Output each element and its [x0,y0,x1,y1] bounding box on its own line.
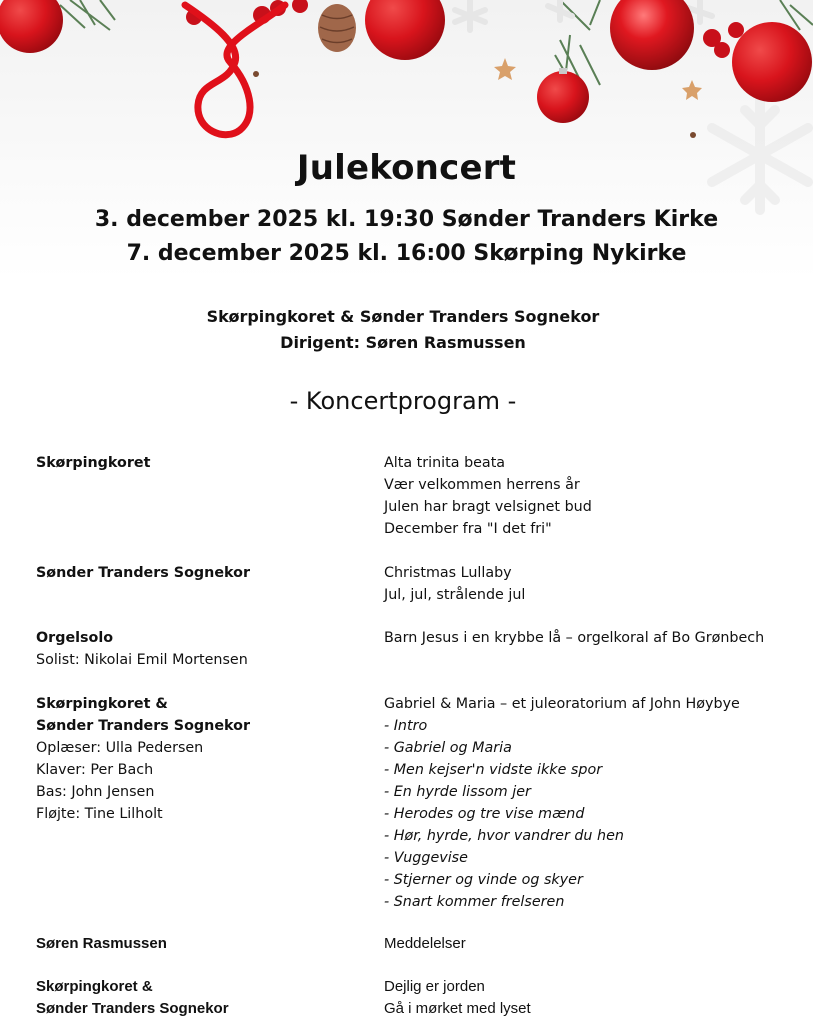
performer-column [36,976,366,1020]
movement-title: - Men kejser'n vidste ikke spor [384,762,603,778]
pine-cone-icon [318,4,356,52]
piece-title: Julen har bragt velsignet bud [384,499,592,515]
ornament-icon [537,71,589,123]
program-title: - Koncertprogram - [289,387,517,415]
pieces-column [384,693,804,913]
performer-column [36,452,366,474]
performer-name: Sønder Tranders Sognekor [36,1000,229,1017]
performer-detail: Klaver: Per Bach [36,762,154,778]
movement-title: - En hyrde lissom jer [384,784,531,800]
piece-title: Meddelelser [384,935,466,952]
performer-name: Sønder Tranders Sognekor [36,565,251,581]
pieces-column [384,627,804,649]
performer-name: Søren Rasmussen [36,935,167,952]
movement-title: - Stjerner og vinde og skyer [384,872,583,888]
movement-title: - Vuggevise [384,850,468,866]
piece-title: Gå i mørket med lyset [384,1000,531,1017]
conductor-heading: Dirigent: Søren Rasmussen [280,333,526,352]
performer-name: Orgelsolo [36,630,114,646]
movement-title: - Herodes og tre vise mænd [384,806,585,822]
pieces-column [384,562,804,606]
movement-title: - Snart kommer frelseren [384,894,565,910]
performer-column [36,627,366,671]
performer-name: Skørpingkoret [36,455,151,471]
piece-title: Gabriel & Maria – et juleoratorium af John Høybye [384,696,740,712]
movement-title: - Hør, hyrde, hvor vandrer du hen [384,828,624,844]
concert-date-1: 3. december 2025 kl. 19:30 Sønder Tranders Kirke [94,207,719,232]
piece-title: Christmas Lullaby [384,565,512,581]
performer-column [36,933,366,955]
performer-name: Sønder Tranders Sognekor [36,718,251,734]
pieces-column [384,976,804,1020]
ornament-icon [732,22,812,102]
performer-detail: Bas: John Jensen [36,784,155,800]
performer-detail: Oplæser: Ulla Pedersen [36,740,204,756]
performer-column [36,693,366,825]
concert-date-2: 7. december 2025 kl. 16:00 Skørping Nykirke [126,241,687,266]
piece-title: Alta trinita beata [384,455,506,471]
piece-title: December fra "I det fri" [384,521,552,537]
pieces-column [384,452,804,540]
christmas-banner [0,0,813,280]
performer-column [36,562,366,584]
pieces-column [384,933,804,955]
choirs-heading: Skørpingkoret & Sønder Tranders Sognekor [206,307,600,326]
movement-title: - Intro [384,718,428,734]
performer-detail: Fløjte: Tine Lilholt [36,806,163,822]
movement-title: - Gabriel og Maria [384,740,512,756]
performer-name: Skørpingkoret & [36,696,168,712]
piece-title: Dejlig er jorden [384,978,485,995]
performer-detail: Solist: Nikolai Emil Mortensen [36,652,248,668]
piece-title: Jul, jul, strålende jul [384,587,526,603]
performer-name: Skørpingkoret & [36,978,153,995]
piece-title: Vær velkommen herrens år [384,477,580,493]
piece-title: Barn Jesus i en krybbe lå – orgelkoral af Bo Grønbech [384,630,765,646]
concert-title: Julekoncert [296,148,517,188]
